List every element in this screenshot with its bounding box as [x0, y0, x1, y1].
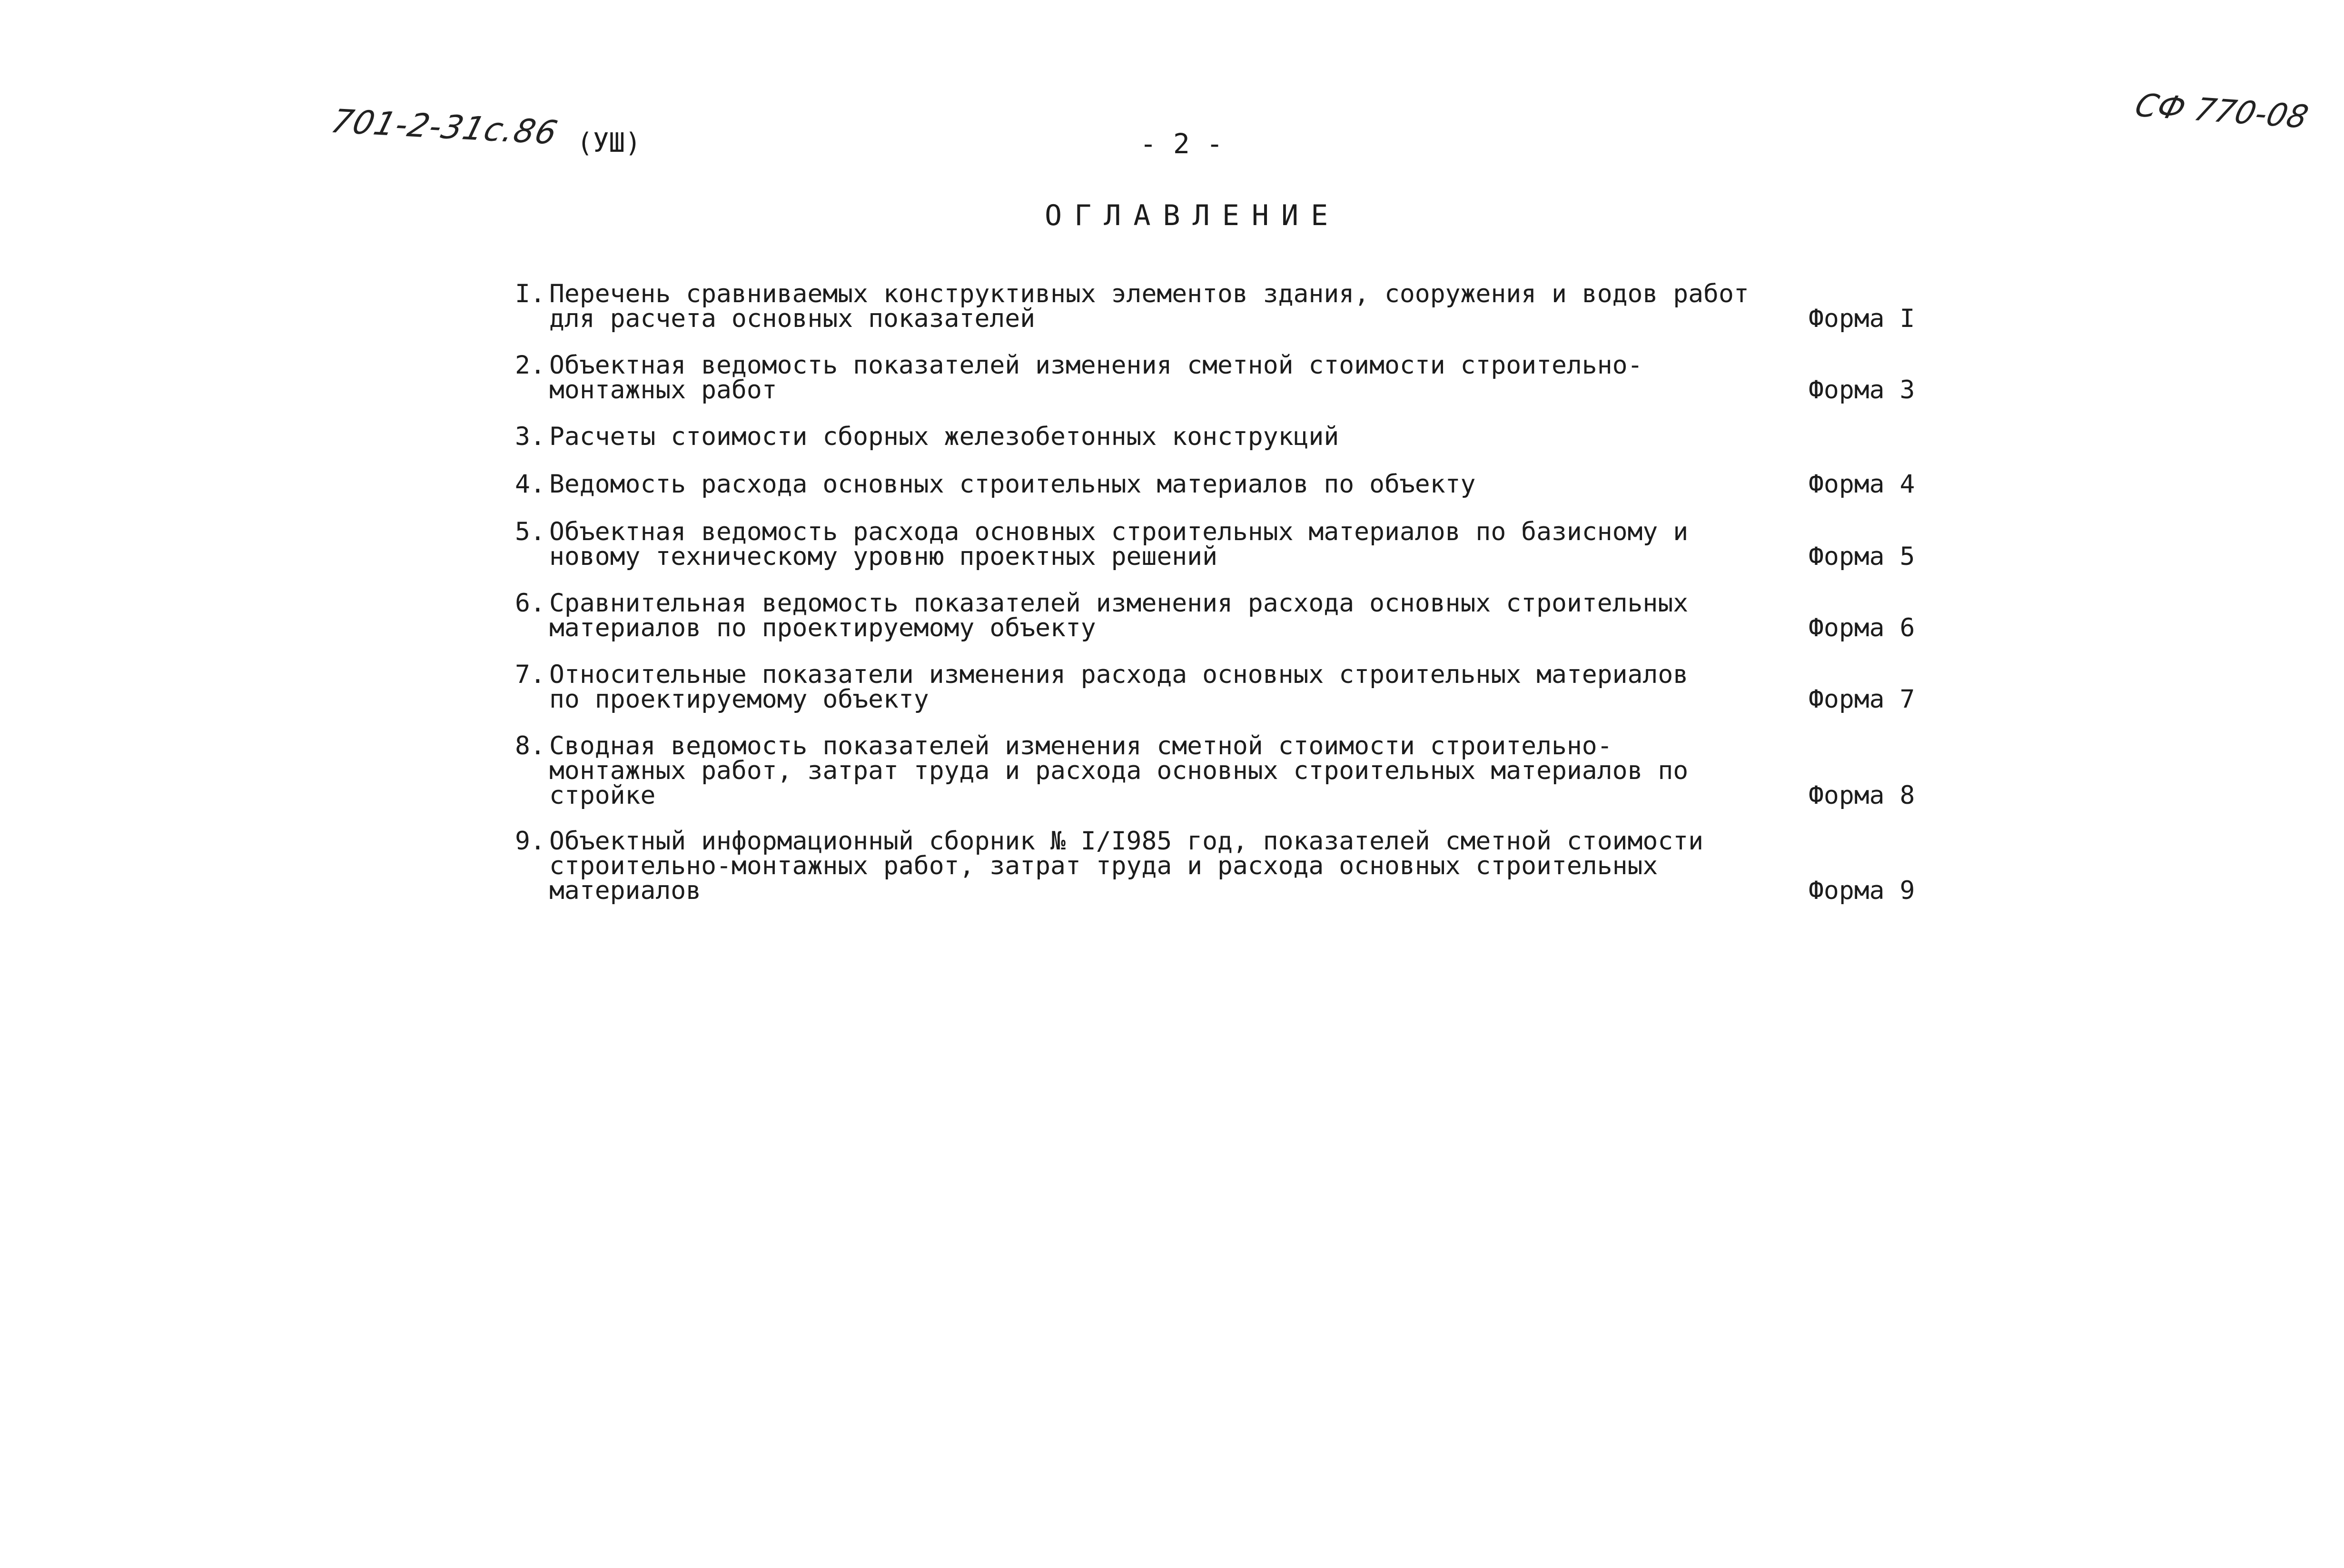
page-title: ОГЛАВЛЕНИЕ: [1045, 199, 1341, 232]
toc-item-form: Форма 3: [1809, 375, 1915, 404]
toc-item-line: Относительные показатели изменения расхода основных строительных материалов: [549, 660, 1689, 689]
toc-item-line: строительно-монтажных работ, затрат труда и расхода основных строительных: [549, 851, 1658, 880]
toc-item-number: 8.: [515, 731, 545, 760]
toc-item-line: Ведомость расхода основных строительных материалов по объекту: [549, 470, 1476, 499]
toc-item-text: [549, 662, 1688, 712]
page-number: - 2 -: [1140, 128, 1223, 160]
toc-item-number: 9.: [515, 827, 545, 856]
toc-item-number: 5.: [515, 517, 545, 546]
toc-item-line: Сравнительная ведомость показателей изменения расхода основных строительных: [549, 589, 1689, 618]
sheet-code: СФ 770-08: [2131, 87, 2313, 136]
toc-item-text: [549, 424, 1339, 449]
toc-item-number: 3.: [515, 422, 545, 451]
toc-item-text: [549, 517, 1689, 571]
toc-item-line: монтажных работ, затрат труда и расхода основных строительных материалов по: [549, 756, 1689, 785]
toc-item-number: 7.: [515, 660, 545, 689]
toc-item-form: Форма 5: [1809, 542, 1915, 571]
toc-item-form: Форма 9: [1809, 876, 1915, 905]
toc-item-line: Сводная ведомость показателей изменения сметной стоимости строительно-: [549, 731, 1612, 760]
toc-item-text: [549, 591, 1688, 641]
toc-item-line: монтажных работ: [549, 375, 777, 404]
toc-item-number: I.: [515, 279, 545, 308]
volume-label: (УШ): [577, 128, 641, 158]
toc-item-line: Перечень сравниваемых конструктивных элементов здания, сооружения и водов работ: [549, 279, 1749, 308]
toc-item-number: 6.: [515, 589, 545, 618]
toc-item-form: Форма 8: [1809, 781, 1915, 810]
toc-item-text: [549, 829, 1703, 903]
toc-item-number: 4.: [515, 470, 545, 499]
toc-item-text: [549, 472, 1475, 497]
toc-item-line: новому техническому уровню проектных решений: [549, 542, 1217, 571]
toc-item-line: Расчеты стоимости сборных железобетонных конструкций: [549, 422, 1339, 451]
toc-item-line: для расчета основных показателей: [549, 304, 1036, 333]
toc-item-line: материалов по проектируемому объекту: [549, 613, 1096, 642]
toc-item-form: Форма I: [1809, 304, 1915, 333]
toc-item-form: Форма 7: [1809, 685, 1915, 714]
toc-item-line: Объектный информационный сборник № I/I985 год, показателей сметной стоимости: [549, 827, 1704, 856]
toc-item-line: по проектируемому объекту: [549, 685, 929, 714]
toc-item-form: Форма 6: [1809, 613, 1915, 642]
toc-item-text: [549, 279, 1749, 333]
toc-item-form: Форма 4: [1809, 470, 1915, 499]
toc-item-line: Объектная ведомость расхода основных строительных материалов по базисному и: [549, 517, 1689, 546]
toc-item-line: материалов: [549, 876, 702, 905]
toc-item-text: [549, 353, 1642, 403]
toc-item-text: [549, 731, 1689, 810]
toc-item-line: Объектная ведомость показателей изменения сметной стоимости строительно-: [549, 351, 1643, 380]
document-code: 701-2-31с.86: [327, 102, 562, 152]
toc-item-line: стройке: [549, 781, 656, 810]
toc-item-number: 2.: [515, 351, 545, 380]
